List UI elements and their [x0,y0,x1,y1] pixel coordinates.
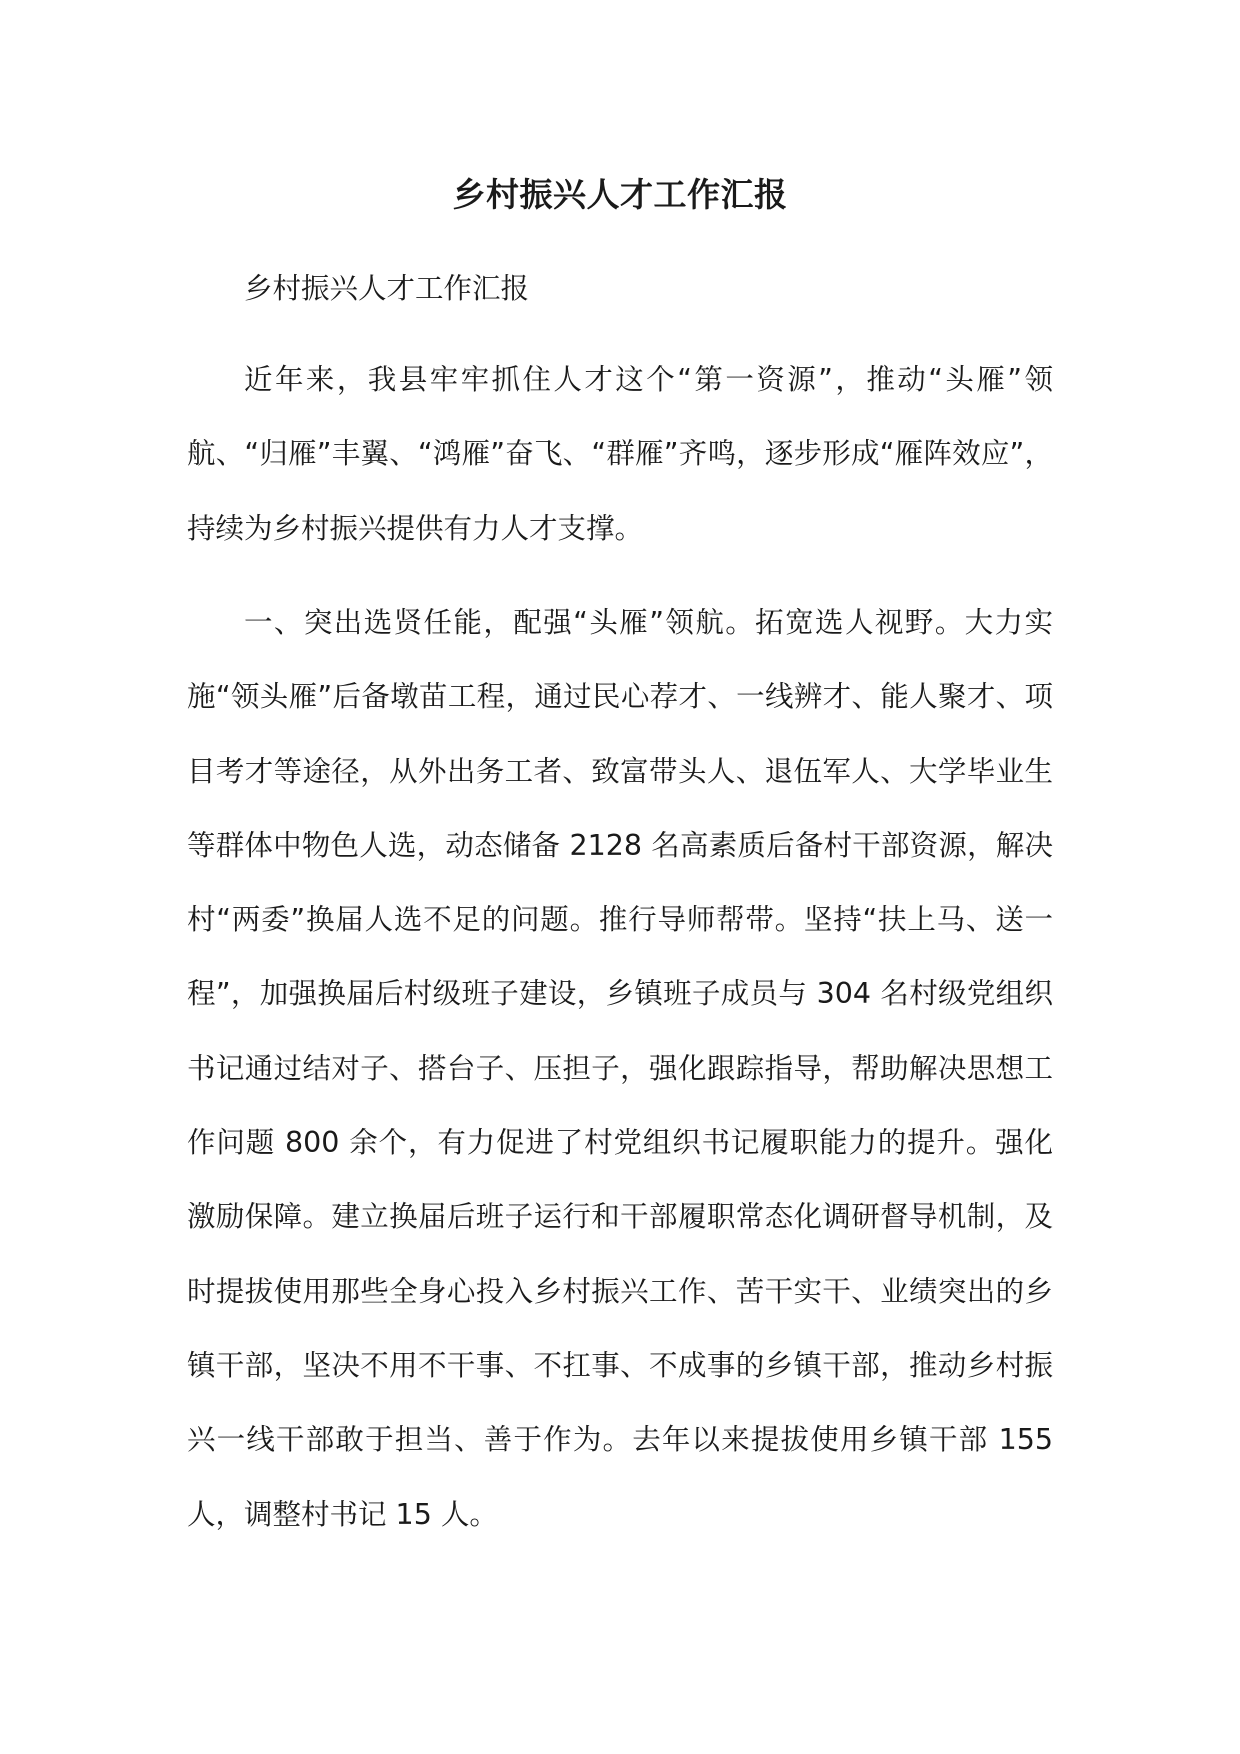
intro-paragraph: 近年来，我县牢牢抓住人才这个“第一资源”，推动“头雁”领航、“归雁”丰翼、“鸿雁”奋飞、“群雁”齐鸣，逐步形成“雁阵效应”，持续为乡村振兴提供有力人才支撑。 [187,363,1053,545]
document-page [187,0,1053,1754]
section-one-paragraph: 一、突出选贤任能，配强“头雁”领航。拓宽选人视野。大力实施“领头雁”后备墩苗工程，通过民心荐才、一线辨才、能人聚才、项目考才等途径，从外出务工者、致富带头人、退伍军人、大学毕业生等群体中物色人选，动态储备 2128 名高素质后备村干部资源，解决村“两委”换届人选不足的问题。推行导师帮带。坚持“扶上马、送一程”，加强换届后村级班子建设，乡镇班子成员与 304 名村级党组织书记通过结对子、搭台子、压担子，强化跟踪指导，帮助解决思想工作问题 800 余个，有力促进了村党组织书记履职能力的提升。强化激励保障。建立换届后班子运行和干部履职常态化调研督导机制，及时提拔使用那些全身心投入乡村振兴工作、苦干实干、业绩突出的乡镇干部，坚决不用不干事、不扛事、不成事的乡镇干部，推动乡村振兴一线干部敢于担当、善于作为。去年以来提拔使用乡镇干部 155 人，调整村书记 15 人。 [187,606,1053,1531]
document-title: 乡村振兴人才工作汇报 [452,175,788,214]
subtitle-paragraph: 乡村振兴人才工作汇报 [244,272,530,305]
